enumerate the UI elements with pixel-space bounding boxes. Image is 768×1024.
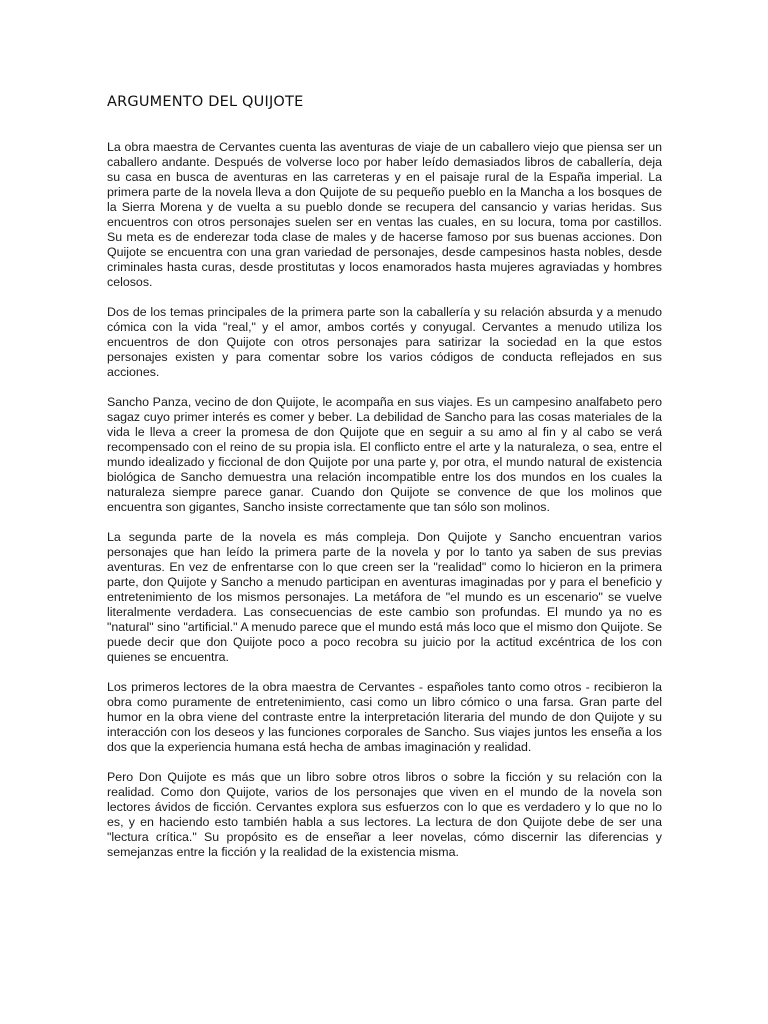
paragraph-6: Pero Don Quijote es más que un libro sobre otros libros o sobre la ficción y su relación con la realidad. Como don Quijote, varios de los personajes que viven en el mundo de la novela son lectores ávidos de ficción. Cervantes explora sus esfuerzos con lo que es verdadero y lo que no lo es, y en haciendo esto también habla a sus lectores. La lectura de don Quijote debe de ser una "lectura crítica." Su propósito es de enseñar a leer novelas, cómo discernir las diferencias y semejanzas entre la ficción y la realidad de la existencia misma.	[107, 770, 662, 859]
paragraph-2: Dos de los temas principales de la primera parte son la caballería y su relación absurda y a menudo cómica con la vida "real," y el amor, ambos cortés y conyugal. Cervantes a menudo utiliza los encuentros de don Quijote con otros personajes para satirizar la sociedad en la que estos personajes existen y para comentar sobre los varios códigos de conducta reflejados en sus acciones.	[107, 305, 662, 379]
paragraph-5: Los primeros lectores de la obra maestra de Cervantes - españoles tanto como otros - recibieron la obra como puramente de entretenimiento, casi como un libro cómico o una farsa. Gran parte del humor en la obra viene del contraste entre la interpretación literaria del mundo de don Quijote y su interacción con los deseos y las funciones corporales de Sancho. Sus viajes juntos les enseña a los dos que la experiencia humana está hecha de ambas imaginación y realidad.	[107, 680, 662, 754]
document-title: ARGUMENTO DEL QUIJOTE	[107, 94, 304, 110]
document-page	[107, 94, 662, 875]
paragraph-1: La obra maestra de Cervantes cuenta las aventuras de viaje de un caballero viejo que piensa ser un caballero andante. Después de volverse loco por haber leído demasiados libros de caballería, deja su casa en busca de aventuras en las carreteras y en el paisaje rural de la España imperial. La primera parte de la novela lleva a don Quijote de su pequeño pueblo en la Mancha a los bosques de la Sierra Morena y de vuelta a su pueblo donde se recupera del cansancio y varias heridas. Sus encuentros con otros personajes suelen ser en ventas las cuales, en su locura, toma por castillos. Su meta es de enderezar toda clase de males y de hacerse famoso por sus buenas acciones. Don Quijote se encuentra con una gran variedad de personajes, desde campesinos hasta nobles, desde criminales hasta curas, desde prostitutas y locos enamorados hasta mujeres agraviadas y hombres celosos.	[107, 140, 662, 289]
paragraph-4: La segunda parte de la novela es más compleja. Don Quijote y Sancho encuentran varios personajes que han leído la primera parte de la novela y por lo tanto ya saben de sus previas aventuras. En vez de enfrentarse con lo que creen ser la "realidad" como lo hicieron en la primera parte, don Quijote y Sancho a menudo participan en aventuras imaginadas por y para el beneficio y entretenimiento de los mismos personajes. La metáfora de "el mundo es un escenario" se vuelve literalmente verdadera. Las consecuencias de este cambio son profundas. El mundo ya no es "natural" sino "artificial." A menudo parece que el mundo está más loco que el mismo don Quijote. Se puede decir que don Quijote poco a poco recobra su juicio por la actitud excéntrica de los con quienes se encuentra.	[107, 530, 662, 664]
paragraph-3: Sancho Panza, vecino de don Quijote, le acompaña en sus viajes. Es un campesino analfabeto pero sagaz cuyo primer interés es comer y beber. La debilidad de Sancho para las cosas materiales de la vida le lleva a creer la promesa de don Quijote que en seguir a su amo al fin y al cabo se verá recompensado con el reino de su propia isla. El conflicto entre el arte y la naturaleza, o sea, entre el mundo idealizado y ficcional de don Quijote por una parte y, por otra, el mundo natural de existencia biológica de Sancho demuestra una relación incompatible entre los dos mundos en los cuales la naturaleza siempre parece ganar. Cuando don Quijote se convence de que los molinos que encuentra son gigantes, Sancho insiste correctamente que tan sólo son molinos.	[107, 395, 662, 514]
